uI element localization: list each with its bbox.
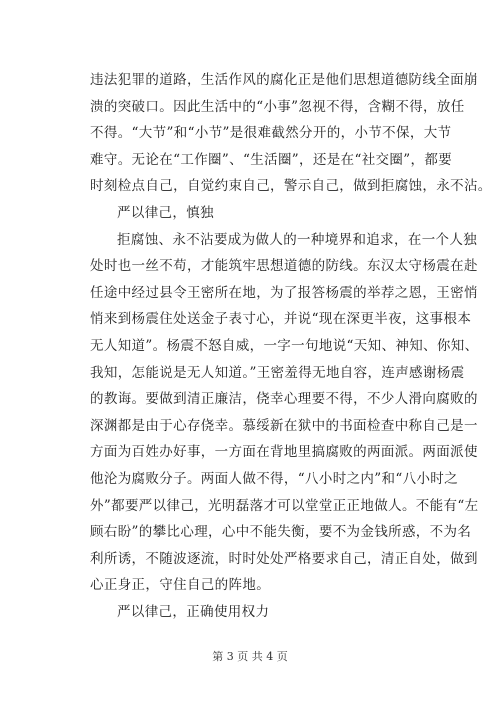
document-body <box>90 67 492 625</box>
text-line: 深渊都是由于心存侥幸。慕绥新在狱中的书面检查中称自己是一 <box>90 417 478 434</box>
text-line: 无人知道”。杨震不怒自威，一字一句地说“天知、神知、你知、 <box>90 337 479 354</box>
text-line: 难守。无论在“工作圈”、“生活圈”，还是在“社交圈”，都要 <box>90 151 453 168</box>
text-line: 悄来到杨震住处送金子表寸心，并说“现在深更半夜，这事根本 <box>90 311 472 328</box>
text-line: 的教诲。要做到清正廉洁，侥幸心理要不得，不少人滑向腐败的 <box>90 391 478 408</box>
text-line: 心正身正，守住自己的阵地。 <box>90 577 271 594</box>
text-line: 利所诱，不随波逐流，时时处处严格要求自己，清正自处，做到 <box>90 550 478 567</box>
page-footer <box>0 648 500 664</box>
text-line: 时刻检点自己，自觉约束自己，警示自己，做到拒腐蚀，永不沾。 <box>90 178 492 195</box>
text-line: 我知，怎能说是无人知道。”王密羞得无地自容，连声感谢杨震 <box>90 364 465 381</box>
page-number-label: 第 3 页 共 4 页 <box>212 650 288 663</box>
text-line: 处时也一丝不苟，才能筑牢思想道德的防线。东汉太守杨震在赴 <box>90 258 478 275</box>
text-line: 他沦为腐败分子。两面人做不得，“八小时之内”和“八小时之 <box>90 470 459 487</box>
section-heading: 严以律己，正确使用权力 <box>117 603 270 620</box>
text-line: 不得。“大节”和“小节”是很难截然分开的，小节不保，大节 <box>90 125 452 142</box>
text-line: 拒腐蚀、永不沾要成为做人的一种境界和追求，在一个人独 <box>117 231 478 248</box>
section-heading: 严以律己，慎独 <box>117 204 214 221</box>
text-line: 任途中经过县令王密所在地，为了报答杨震的举荐之恩，王密悄 <box>90 284 478 301</box>
text-line: 溃的突破口。因此生活中的“小事”忽视不得，含糊不得，放任 <box>90 98 465 115</box>
text-line: 外”都要严以律己，光明磊落才可以堂堂正正地做人。不能有“左 <box>90 497 479 514</box>
text-line: 顾右盼”的攀比心理，心中不能失衡，要不为金钱所惑，不为名 <box>90 524 472 541</box>
text-line: 违法犯罪的道路，生活作风的腐化正是他们思想道德防线全面崩 <box>90 72 478 88</box>
text-line: 方面为百姓办好事，一方面在背地里搞腐败的两面派。两面派使 <box>90 444 478 461</box>
